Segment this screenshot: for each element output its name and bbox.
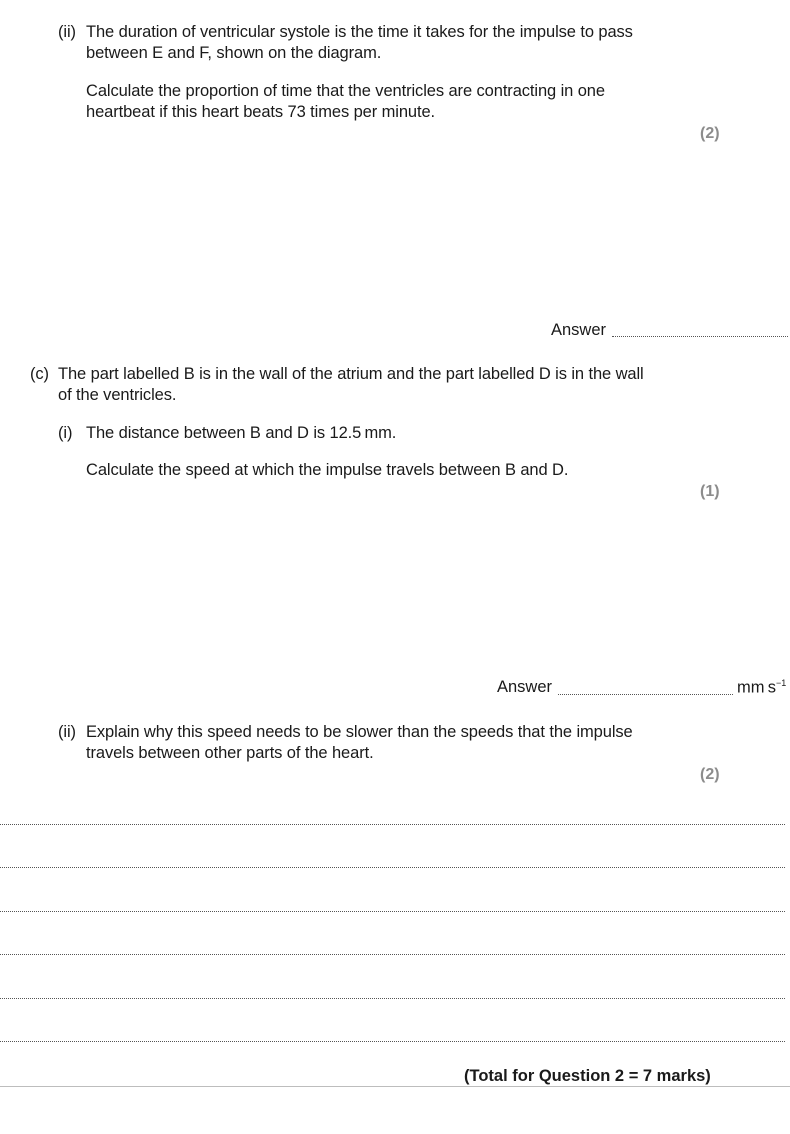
answer-line-c-i[interactable] bbox=[558, 694, 733, 695]
marks-b-ii: (2) bbox=[700, 125, 720, 142]
writing-line-4[interactable] bbox=[0, 954, 785, 955]
question-b-ii-line-2: between E and F, shown on the diagram. bbox=[86, 44, 382, 62]
writing-line-2[interactable] bbox=[0, 867, 785, 868]
bottom-rule bbox=[0, 1086, 790, 1087]
question-b-ii-instruction-2: heartbeat if this heart beats 73 times per minute. bbox=[86, 103, 436, 121]
marks-c-i: (1) bbox=[700, 483, 720, 500]
unit-exponent: −1 bbox=[776, 678, 787, 688]
answer-unit-c-i bbox=[737, 678, 786, 698]
answer-label-c-i: Answer bbox=[497, 678, 553, 696]
answer-label-b-ii: Answer bbox=[551, 321, 607, 339]
total-marks: (Total for Question 2 = 7 marks) bbox=[464, 1067, 711, 1085]
question-label-c-i: (i) bbox=[58, 424, 73, 442]
question-label-c-ii: (ii) bbox=[58, 723, 76, 741]
marks-c-ii: (2) bbox=[700, 766, 720, 783]
question-c-line-1: The part labelled B is in the wall of the atrium and the part labelled D is in the wall bbox=[58, 365, 644, 383]
writing-line-3[interactable] bbox=[0, 911, 785, 912]
question-c-i-line-1: The distance between B and D is 12.5 mm. bbox=[86, 424, 397, 442]
question-b-ii-line-1: The duration of ventricular systole is the time it takes for the impulse to pass bbox=[86, 23, 633, 41]
question-c-ii-line-1: Explain why this speed needs to be slower than the speeds that the impulse bbox=[86, 723, 633, 741]
question-label-c: (c) bbox=[30, 365, 49, 383]
unit-text: mm s bbox=[737, 678, 777, 697]
writing-line-1[interactable] bbox=[0, 824, 785, 825]
question-label-b-ii: (ii) bbox=[58, 23, 76, 41]
question-c-line-2: of the ventricles. bbox=[58, 386, 177, 404]
question-c-i-instruction: Calculate the speed at which the impulse travels between B and D. bbox=[86, 461, 569, 479]
writing-line-5[interactable] bbox=[0, 998, 785, 999]
question-c-ii-line-2: travels between other parts of the heart. bbox=[86, 744, 374, 762]
answer-line-b-ii[interactable] bbox=[612, 336, 788, 337]
question-b-ii-instruction-1: Calculate the proportion of time that the ventricles are contracting in one bbox=[86, 82, 605, 100]
writing-line-6[interactable] bbox=[0, 1041, 785, 1042]
